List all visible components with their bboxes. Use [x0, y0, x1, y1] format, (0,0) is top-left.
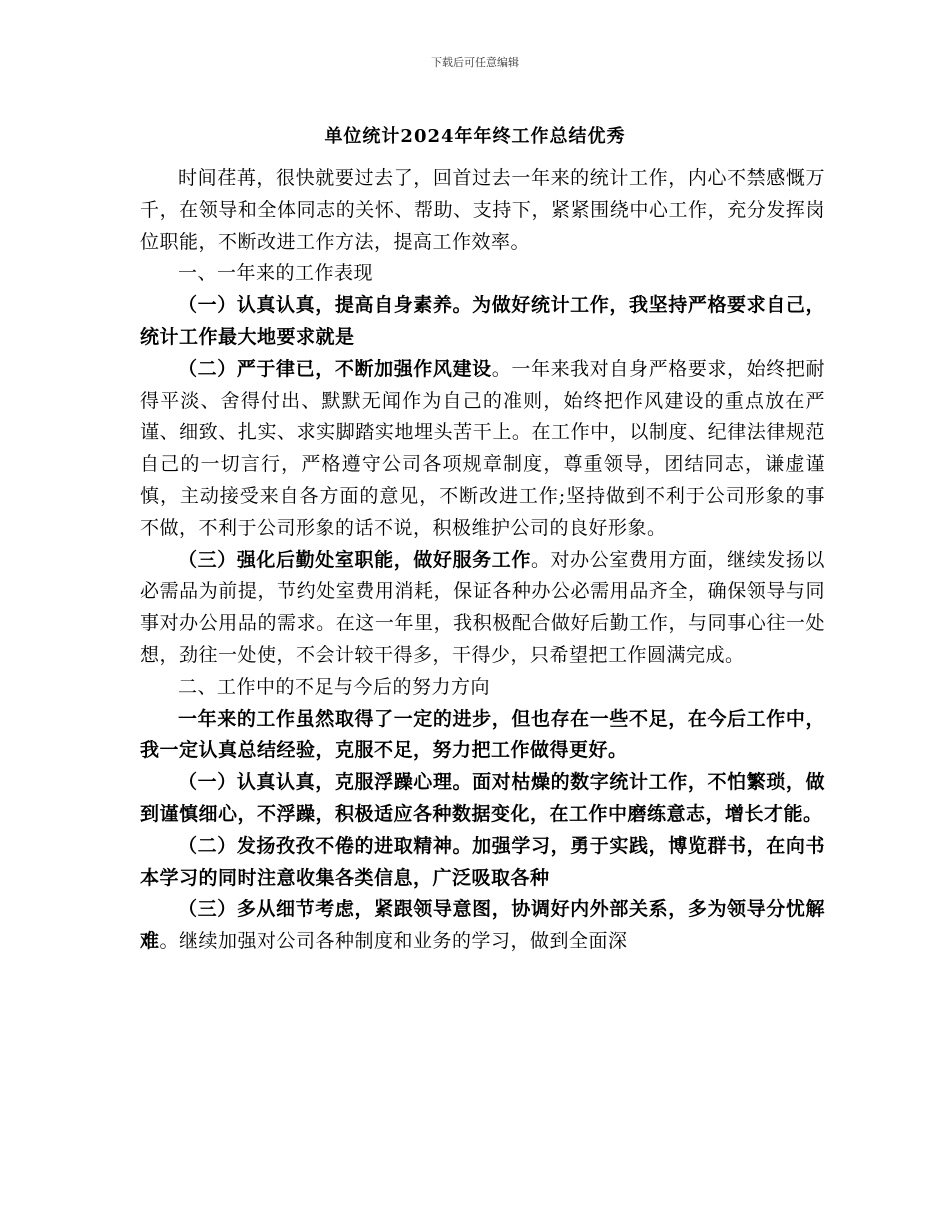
paragraph-item-1-2: [140, 354, 825, 545]
document-title: 单位统计2024年年终工作总结优秀: [324, 126, 626, 147]
paragraph-item-2-1: （一）认真认真，克服浮躁心理。面对枯燥的数字统计工作，不怕繁琐，做到谨慎细心，不浮躁，积极适应各种数据变化，在工作中磨练意志，增长才能。: [140, 771, 825, 825]
item-1-3-heading: （三）强化后勤处室职能，做好服务工作: [178, 548, 531, 571]
section-heading-1: 一、一年来的工作表现: [178, 262, 374, 285]
item-1-2-text: 。一年来我对自身严格要求，始终把耐得平淡、舍得付出、默默无闻作为自己的准则，始终把作风建设的重点放在严谨、细致、扎实、求实脚踏实地埋头苦干上。在工作中，以制度、纪律法律规范自己的一切言行，严格遵守公司各项规章制度，尊重领导，团结同志，谦虚谨慎，主动接受来自各方面的意见，不断改进工作;坚持做到不利于公司形象的事不做，不利于公司形象的话不说，积极维护公司的良好形象。: [140, 357, 825, 539]
page-header: 下载后可任意编辑: [431, 56, 519, 69]
paragraph-item-1-3: [140, 545, 825, 672]
paragraph-intro: 时间荏苒，很快就要过去了，回首过去一年来的统计工作，内心不禁感慨万千，在领导和全体同志的关怀、帮助、支持下，紧紧围绕中心工作，充分发挥岗位职能，不断改进工作方法，提高工作效率。: [140, 167, 825, 253]
item-2-3-text: 。继续加强对公司各种制度和业务的学习，做到全面深: [159, 930, 628, 953]
item-1-3-text: 。对办公室费用方面，继续发扬以必需品为前提，节约处室费用消耗，保证各种办公必需用品齐全，确保领导与同事对办公用品的需求。在这一年里，我积极配合做好后勤工作，与同事心往一处想，劲往一处使，不会计较干得多，干得少，只希望把工作圆满完成。: [140, 548, 825, 666]
item-2-3-heading: （三）多从细节考虑，紧跟领导意图，协调好内外部关系，多为领导分忧解难: [140, 898, 825, 953]
paragraph-item-2-2: （二）发扬孜孜不倦的进取精神。加强学习，勇于实践，博览群书，在向书本学习的同时注意收集各类信息，广泛吸取各种: [140, 834, 825, 889]
paragraph-section-2-intro: 一年来的工作虽然取得了一定的进步，但也存在一些不足，在今后工作中，我一定认真总结经验，克服不足，努力把工作做得更好。: [140, 707, 825, 762]
paragraph-item-1-1: （一）认真认真，提高自身素养。为做好统计工作，我坚持严格要求自己，统计工作最大地要求就是: [140, 294, 825, 348]
paragraph-item-2-3: [140, 894, 825, 958]
document-body: [140, 163, 825, 958]
section-heading-2: 二、工作中的不足与今后的努力方向: [178, 675, 491, 698]
item-1-2-heading: （二）严于律已，不断加强作风建设: [178, 357, 492, 380]
